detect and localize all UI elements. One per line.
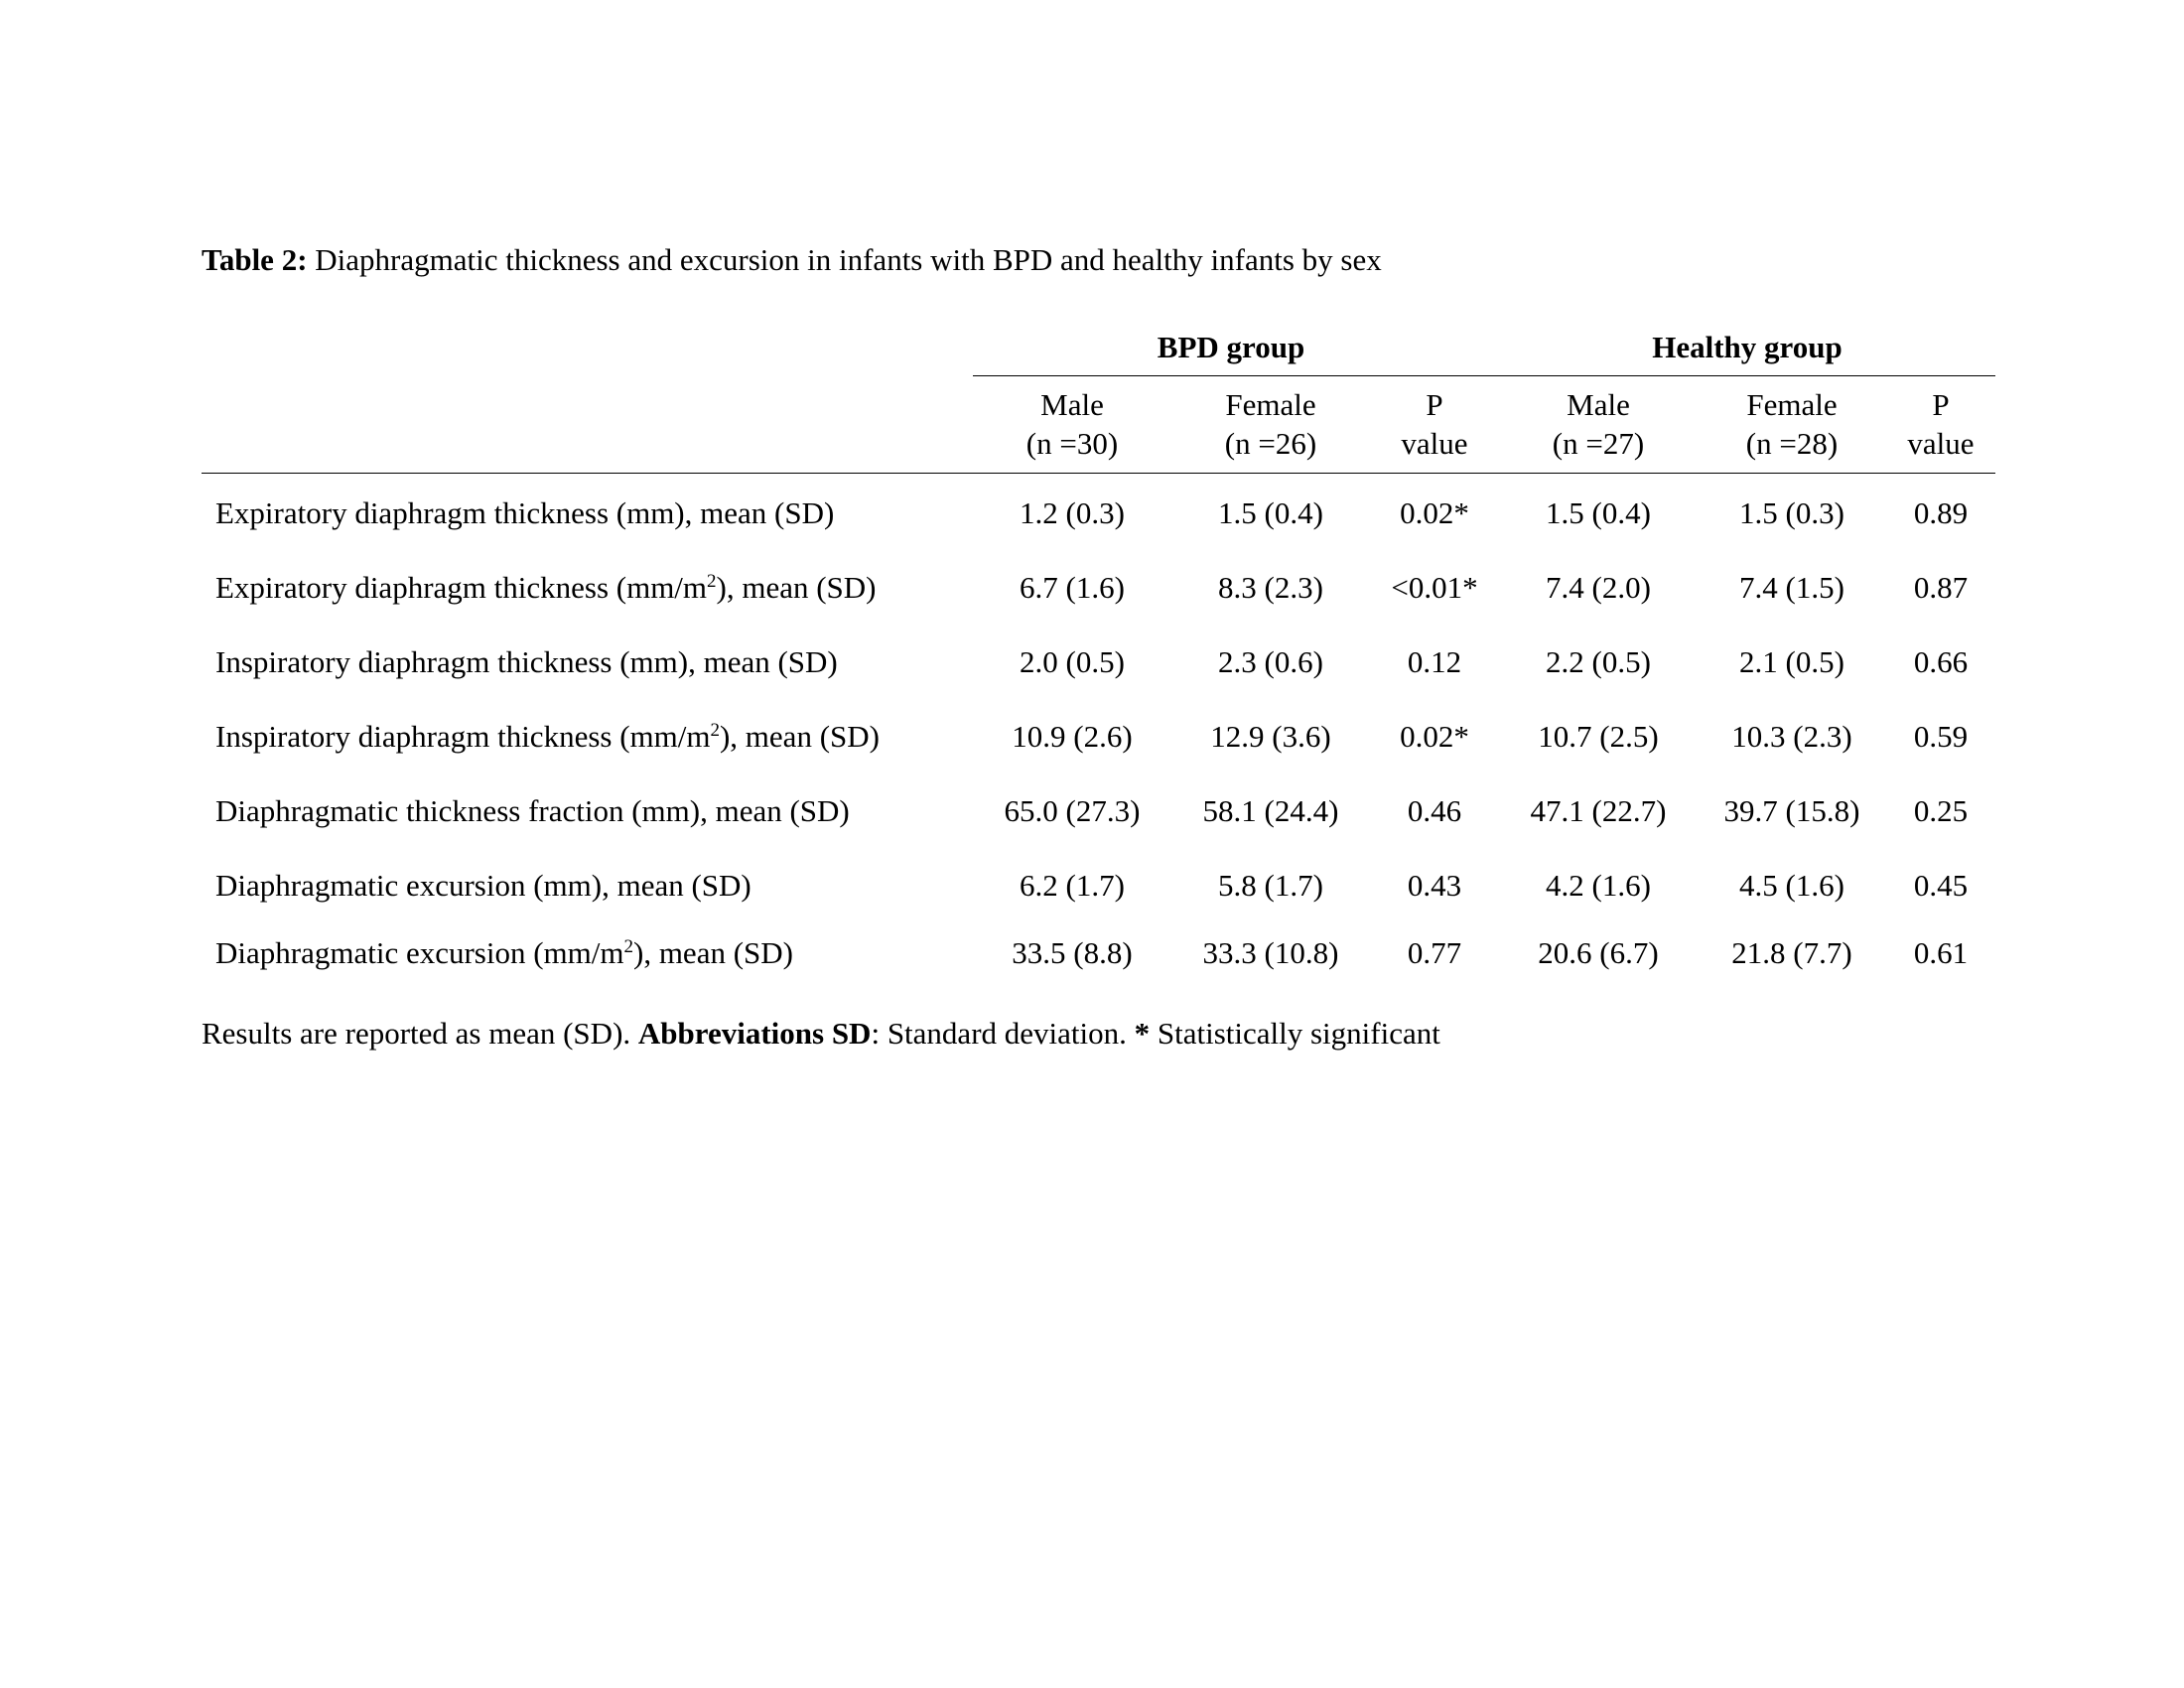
row-label: Inspiratory diaphragm thickness (mm), mean (SD) <box>215 644 838 679</box>
table-cell: 0.66 <box>1913 644 1969 679</box>
table-cell: 5.8 (1.7) <box>1218 868 1323 903</box>
table-footnote: Results are reported as mean (SD). Abbreviations SD: Standard deviation. * Statistically significant <box>202 1016 1440 1051</box>
table-cell: 47.1 (22.7) <box>1530 793 1667 828</box>
table-cell: 58.1 (24.4) <box>1202 793 1339 828</box>
table-cell: 7.4 (1.5) <box>1739 570 1844 605</box>
table-cell: 0.02* <box>1400 495 1469 530</box>
table-cell: 0.59 <box>1913 719 1969 754</box>
row-label: Diaphragmatic excursion $(mm/m^2)$, mean (SD) <box>215 935 793 970</box>
row-label: Diaphragmatic excursion (mm), mean (SD) <box>215 868 751 903</box>
table-cell: 21.8 (7.7) <box>1731 935 1852 970</box>
table-cell: <0.01* <box>1391 570 1478 605</box>
table-cell: 0.02* <box>1400 719 1469 754</box>
column-header: Female (n =26) <box>1224 387 1317 461</box>
table-cell: 0.61 <box>1913 935 1969 970</box>
column-header: Female (n =28) <box>1745 387 1839 461</box>
table-cell: 0.77 <box>1407 935 1462 970</box>
table-cell: 8.3 (2.3) <box>1218 570 1323 605</box>
row-label: Diaphragmatic thickness fraction (mm), mean (SD) <box>215 793 850 828</box>
table-cell: 6.2 (1.7) <box>1020 868 1125 903</box>
table-cell: 2.3 (0.6) <box>1218 644 1323 679</box>
table-cell: 0.46 <box>1407 793 1462 828</box>
table-cell: 2.1 (0.5) <box>1739 644 1844 679</box>
column-header: Male (n =27) <box>1552 387 1645 461</box>
group-header-healthy: Healthy group <box>1652 330 1843 364</box>
table-cell: 6.7 (1.6) <box>1020 570 1125 605</box>
table-title: Diaphragmatic thickness and excursion in infants with BPD and healthy infants by sex <box>307 242 1382 277</box>
table-number: Table 2: <box>202 242 308 277</box>
row-label: Expiratory diaphragm thickness (mm), mean (SD) <box>215 495 835 530</box>
row-label: Expiratory diaphragm thickness $(mm/m^2)$, mean (SD) <box>215 570 877 605</box>
table-cell: 0.25 <box>1913 793 1969 828</box>
table-cell: 10.9 (2.6) <box>1012 719 1133 754</box>
table-cell: 1.5 (0.3) <box>1739 495 1844 530</box>
table-cell: 0.43 <box>1407 868 1462 903</box>
table-cell: 39.7 (15.8) <box>1723 793 1860 828</box>
table-cell: 33.5 (8.8) <box>1012 935 1133 970</box>
row-label: Inspiratory diaphragm thickness $(mm/m^2)$, mean (SD) <box>215 719 880 754</box>
table-cell: 10.7 (2.5) <box>1538 719 1659 754</box>
table-cell: 12.9 (3.6) <box>1210 719 1331 754</box>
table-cell: 1.5 (0.4) <box>1218 495 1323 530</box>
table-cell: 7.4 (2.0) <box>1546 570 1651 605</box>
table-cell: 10.3 (2.3) <box>1731 719 1852 754</box>
table-cell: 33.3 (10.8) <box>1202 935 1339 970</box>
table-cell: 20.6 (6.7) <box>1538 935 1659 970</box>
table-cell: 0.12 <box>1407 644 1462 679</box>
table-cell: 0.89 <box>1913 495 1969 530</box>
table-cell: 1.2 (0.3) <box>1020 495 1125 530</box>
table-cell: 2.0 (0.5) <box>1020 644 1125 679</box>
table-cell: 4.5 (1.6) <box>1739 868 1844 903</box>
column-header: P value <box>1401 387 1468 461</box>
table-cell: 65.0 (27.3) <box>1004 793 1141 828</box>
column-header: Male (n =30) <box>1025 387 1119 461</box>
table-cell: 2.2 (0.5) <box>1546 644 1651 679</box>
table-cell: 4.2 (1.6) <box>1546 868 1651 903</box>
group-header-rule <box>973 375 1995 376</box>
column-header: P value <box>1907 387 1975 461</box>
table-cell: 0.45 <box>1913 868 1969 903</box>
group-header-bpd: BPD group <box>1157 330 1305 364</box>
table-caption <box>202 240 1382 280</box>
table-cell: 0.87 <box>1913 570 1969 605</box>
table-cell: 1.5 (0.4) <box>1546 495 1651 530</box>
column-header-rule <box>202 473 1995 474</box>
